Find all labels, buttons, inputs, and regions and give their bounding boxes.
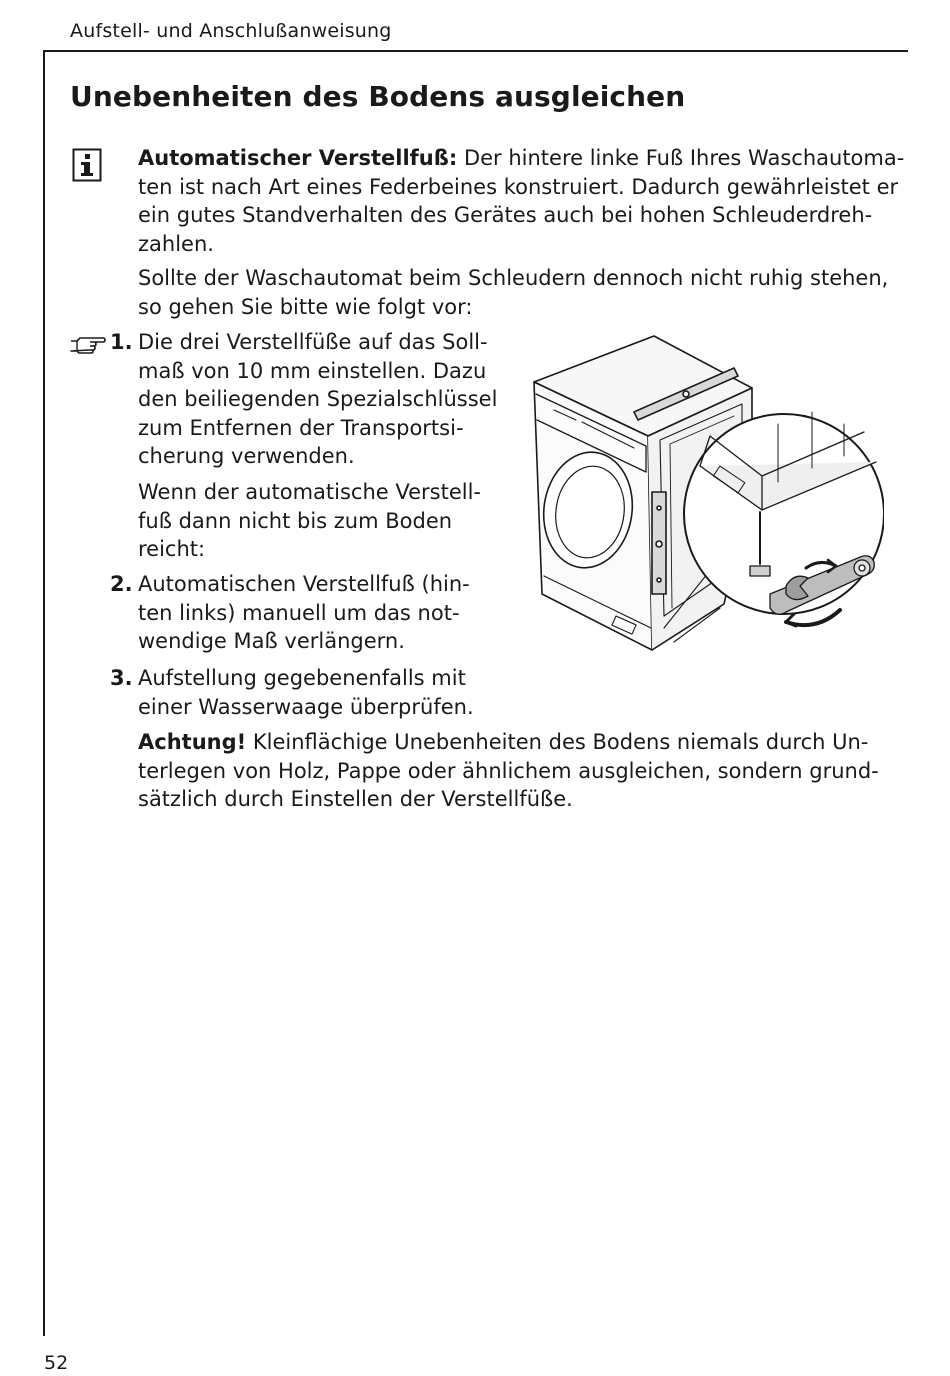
intro-paragraph: [138, 264, 888, 321]
info-lead: Automatischer Verstellfuß:: [138, 146, 458, 170]
note-line: fuß dann nicht bis zum Boden: [138, 508, 453, 533]
step-line: cherung verwenden.: [138, 444, 355, 469]
info-line: Der hintere linke Fuß Ihres Waschautoma-: [463, 146, 905, 170]
warning-paragraph: [138, 728, 879, 814]
step-number: 2.: [110, 572, 133, 596]
step-line: Automatischen Verstellfuß (hin-: [138, 572, 470, 596]
warning-lead: Achtung!: [138, 730, 247, 754]
info-paragraph: [138, 144, 904, 258]
step-3-text: [138, 664, 474, 721]
pointing-hand-icon: [70, 334, 106, 354]
page-number: 52: [44, 1352, 69, 1374]
step-1-note: [138, 478, 481, 564]
step-number: 3.: [110, 666, 133, 690]
running-header: Aufstell- und Anschlußanweisung: [70, 20, 392, 42]
note-line: Wenn der automatische Verstell-: [138, 480, 481, 504]
info-line: ten ist nach Art eines Federbeines konstruiert. Dadurch gewährleistet er: [138, 174, 899, 199]
step-line: maß von 10 mm einstellen. Dazu: [138, 358, 487, 383]
step-1-text: [138, 328, 497, 471]
step-line: Aufstellung gegebenenfalls mit: [138, 666, 466, 690]
info-icon: [72, 148, 102, 182]
washing-machine-leveling-illustration: [524, 332, 884, 662]
header-rule: [44, 50, 908, 52]
warning-line: terlegen von Holz, Pappe oder ähnlichem ausgleichen, sondern grund-: [138, 758, 879, 783]
section-title: Unebenheiten des Bodens ausgleichen: [70, 80, 686, 113]
step-line: Die drei Verstellfüße auf das Soll-: [138, 330, 488, 354]
step-number: 1.: [110, 330, 133, 354]
step-line: wendige Maß verlängern.: [138, 629, 405, 654]
step-line: den beiliegenden Spezialschlüssel: [138, 387, 498, 412]
intro-line: Sollte der Waschautomat beim Schleudern dennoch nicht ruhig stehen,: [138, 266, 889, 290]
margin-rule: [43, 50, 45, 1336]
step-line: zum Entfernen der Transportsi-: [138, 415, 464, 440]
step-line: einer Wasserwaage überprüfen.: [138, 694, 474, 719]
info-line: zahlen.: [138, 231, 214, 256]
info-line: ein gutes Standverhalten des Gerätes auch bei hohen Schleuderdreh-: [138, 203, 873, 228]
step-2-text: [138, 570, 470, 656]
step-line: ten links) manuell um das not-: [138, 600, 460, 625]
intro-line: so gehen Sie bitte wie folgt vor:: [138, 294, 473, 319]
note-line: reicht:: [138, 537, 206, 562]
warning-line: Kleinflächige Unebenheiten des Bodens niemals durch Un-: [252, 730, 869, 754]
warning-line: sätzlich durch Einstellen der Verstellfüße.: [138, 787, 573, 812]
